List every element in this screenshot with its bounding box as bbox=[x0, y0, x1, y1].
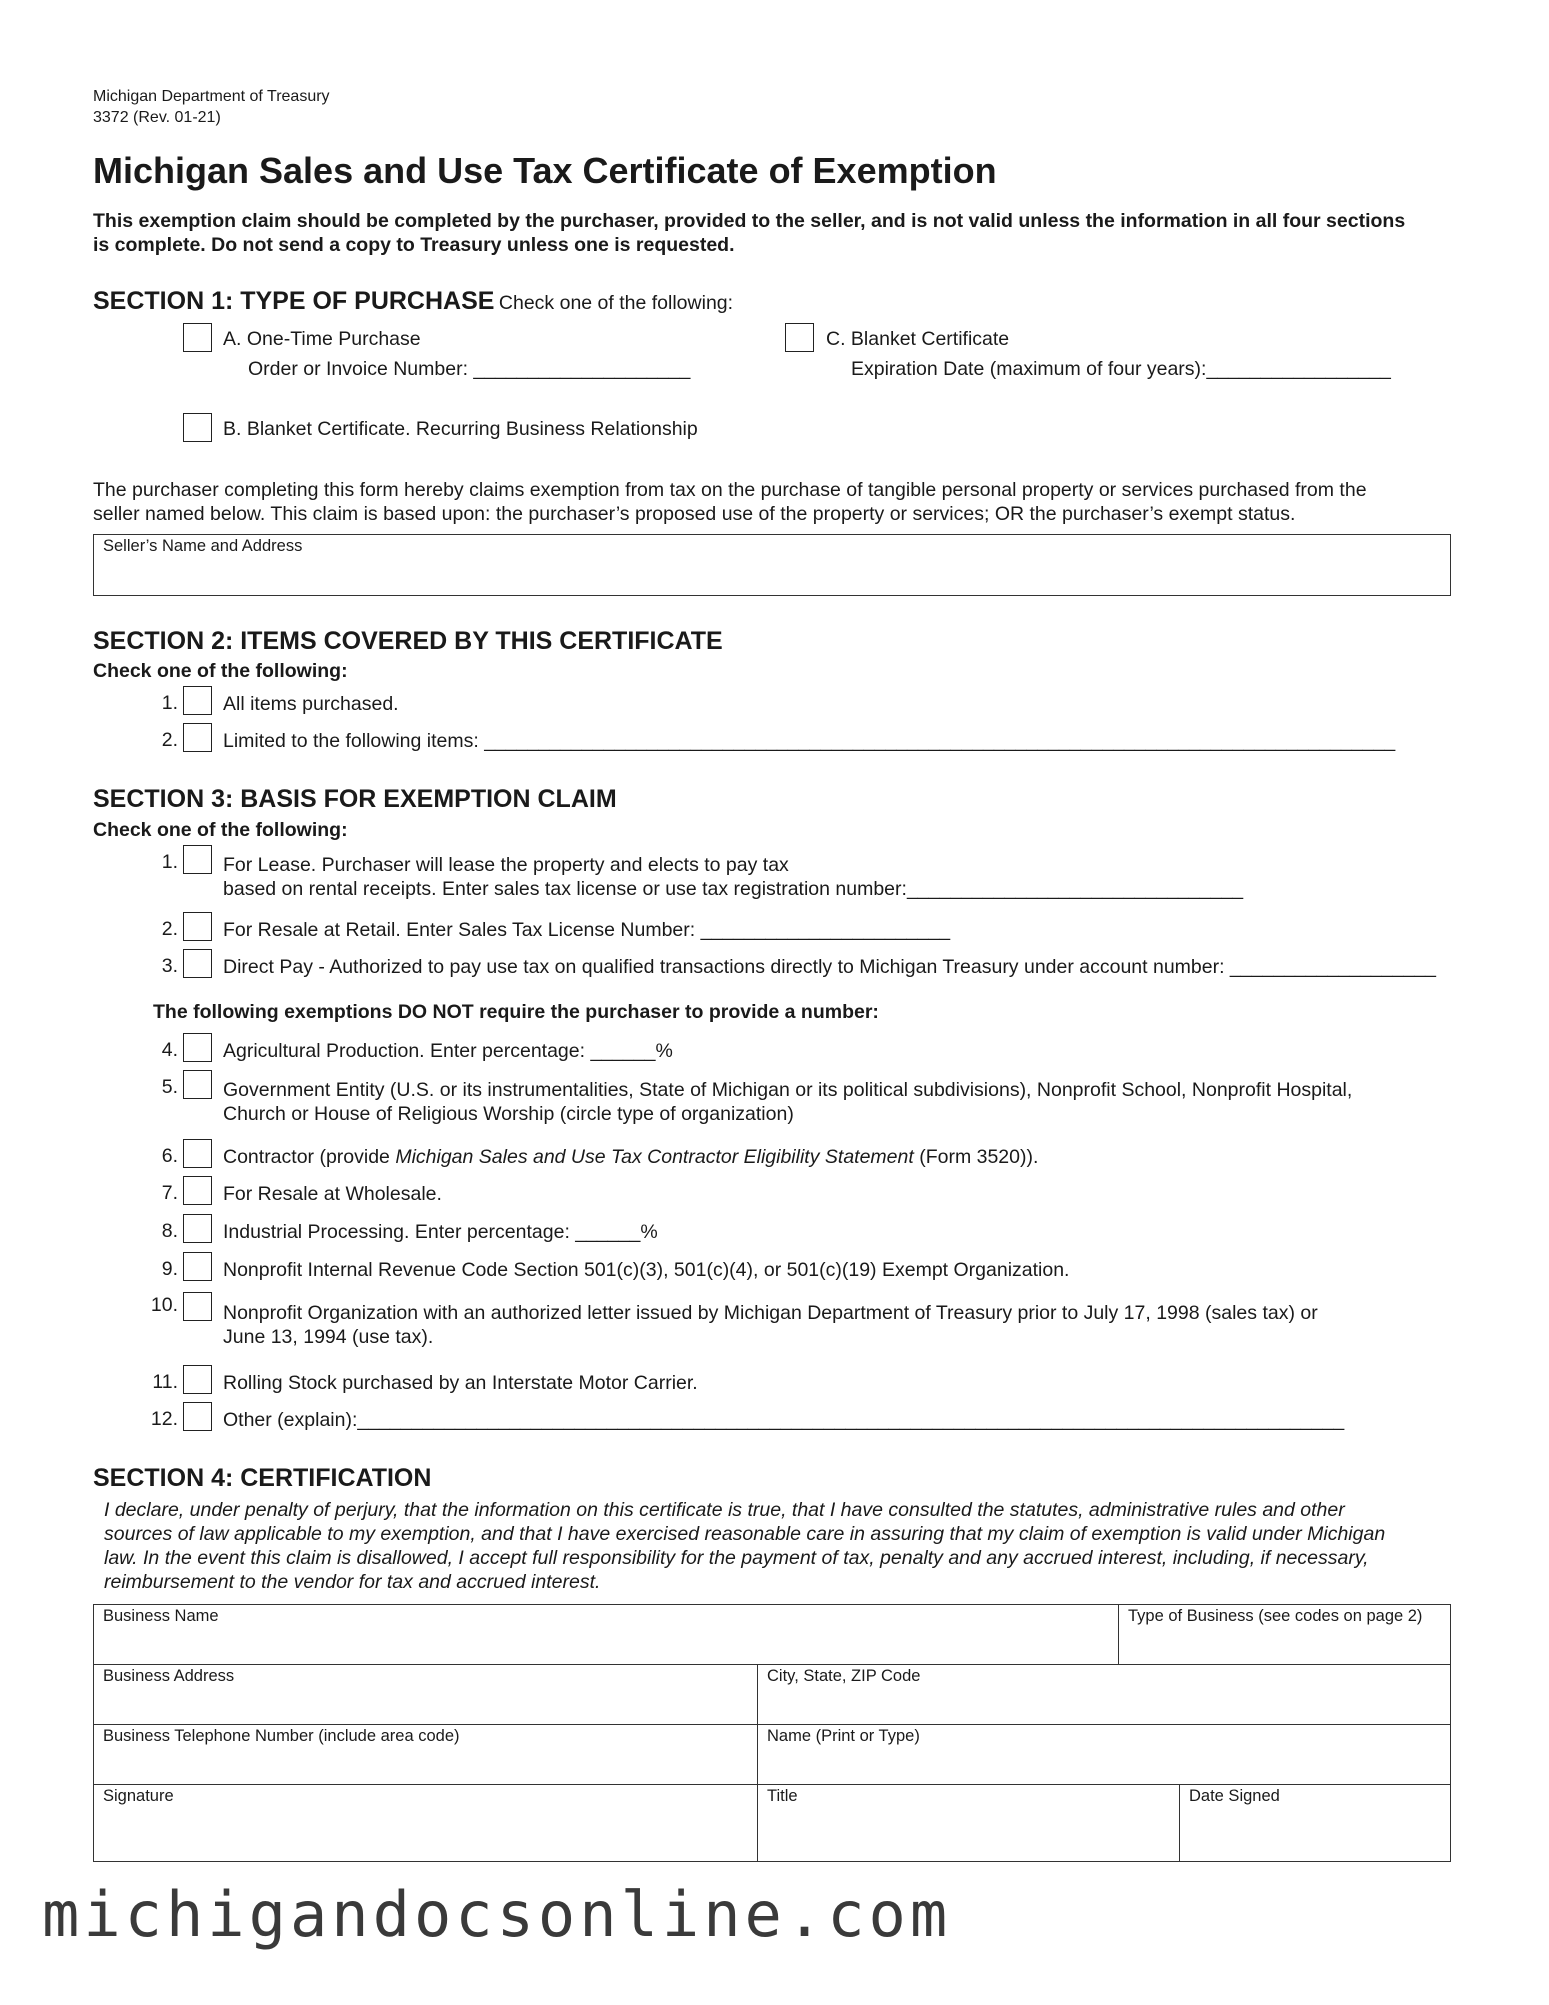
section4-heading: SECTION 4: CERTIFICATION bbox=[93, 1464, 432, 1492]
business-phone-label: Business Telephone Number (include area code) bbox=[103, 1727, 460, 1745]
contractor-form-title: Michigan Sales and Use Tax Contractor Eligibility Statement bbox=[395, 1146, 914, 1168]
option-a-label: A. One-Time Purchase bbox=[223, 328, 421, 350]
industrial-percentage-field[interactable]: Industrial Processing. Enter percentage: ______% bbox=[223, 1221, 658, 1243]
checkbox-nonprofit-letter[interactable] bbox=[183, 1292, 212, 1321]
checkbox-resale-wholesale[interactable] bbox=[183, 1176, 212, 1205]
checkbox-blanket-certificate-c[interactable] bbox=[785, 323, 814, 352]
intro-line-1: This exemption claim should be completed by the purchaser, provided to the seller, and is not valid unless the information in all four sections bbox=[93, 210, 1406, 232]
s3-item-text: June 13, 1994 (use tax). bbox=[223, 1326, 434, 1348]
type-of-business-field[interactable] bbox=[1119, 1605, 1450, 1663]
option-b-label: B. Blanket Certificate. Recurring Business Relationship bbox=[223, 418, 698, 440]
s3-item-number: 6. bbox=[161, 1145, 178, 1167]
business-phone-field[interactable] bbox=[94, 1725, 756, 1783]
section3-heading: SECTION 3: BASIS FOR EXEMPTION CLAIM bbox=[93, 785, 617, 813]
claim-text-line-1: The purchaser completing this form hereby claims exemption from tax on the purchase of tangible personal property or services purchased from the bbox=[93, 479, 1367, 501]
s3-item-text: Nonprofit Internal Revenue Code Section 501(c)(3), 501(c)(4), or 501(c)(19) Exempt Organization. bbox=[223, 1259, 1070, 1281]
s3-item-text: For Lease. Purchaser will lease the property and elects to pay tax bbox=[223, 854, 789, 876]
form-number: 3372 (Rev. 01-21) bbox=[93, 109, 221, 126]
s3-item-number: 12. bbox=[150, 1408, 178, 1430]
name-print-label: Name (Print or Type) bbox=[767, 1727, 920, 1745]
s3-item-number: 4. bbox=[161, 1039, 178, 1061]
s3-item-number: 7. bbox=[161, 1182, 178, 1204]
s3-item-number: 9. bbox=[161, 1258, 178, 1280]
s3-item-number: 2. bbox=[161, 918, 178, 940]
s3-item-number: 1. bbox=[161, 851, 178, 873]
checkbox-limited-items[interactable] bbox=[183, 723, 212, 752]
section2-instruction: Check one of the following: bbox=[93, 660, 348, 682]
checkbox-for-lease[interactable] bbox=[183, 845, 212, 874]
checkbox-one-time-purchase[interactable] bbox=[183, 323, 212, 352]
section1-instruction: Check one of the following: bbox=[498, 292, 734, 314]
section1-header bbox=[93, 287, 733, 316]
declaration-line: law. In the event this claim is disallowed, I accept full responsibility for the payment of tax, penalty and any accrued interest, including, if necessary, bbox=[104, 1547, 1369, 1569]
signature-field[interactable] bbox=[94, 1785, 756, 1861]
contractor-text-pre: Contractor (provide bbox=[223, 1146, 396, 1168]
city-state-zip-label: City, State, ZIP Code bbox=[767, 1667, 921, 1685]
checkbox-agricultural[interactable] bbox=[183, 1033, 212, 1062]
page-title: Michigan Sales and Use Tax Certificate of Exemption bbox=[93, 150, 997, 191]
s3-item-number: 11. bbox=[152, 1371, 178, 1393]
title-field[interactable] bbox=[758, 1785, 1178, 1861]
declaration-line: I declare, under penalty of perjury, that the information on this certificate is true, that I have consulted the statutes, administrative rules and other bbox=[104, 1499, 1345, 1521]
s3-item-text: Nonprofit Organization with an authorized letter issued by Michigan Department of Treasury prior to July 17, 1998 (sales tax) or bbox=[223, 1302, 1318, 1324]
seller-name-address-field[interactable] bbox=[93, 534, 1451, 596]
intro-line-2: is complete. Do not send a copy to Treasury unless one is requested. bbox=[93, 234, 735, 256]
checkbox-all-items[interactable] bbox=[183, 686, 212, 715]
checkbox-contractor[interactable] bbox=[183, 1139, 212, 1168]
section2-heading: SECTION 2: ITEMS COVERED BY THIS CERTIFICATE bbox=[93, 627, 723, 655]
s3-item-text: Church or House of Religious Worship (circle type of organization) bbox=[223, 1103, 794, 1125]
checkbox-rolling-stock[interactable] bbox=[183, 1365, 212, 1394]
checkbox-direct-pay[interactable] bbox=[183, 949, 212, 978]
checkbox-blanket-certificate-b[interactable] bbox=[183, 413, 212, 442]
option-c-label: C. Blanket Certificate bbox=[826, 328, 1010, 350]
s3-item-number: 10. bbox=[150, 1294, 178, 1316]
order-invoice-number-field[interactable]: Order or Invoice Number: ____________________ bbox=[248, 358, 691, 380]
checkbox-industrial-processing[interactable] bbox=[183, 1214, 212, 1243]
section1-heading: SECTION 1: TYPE OF PURCHASE bbox=[93, 287, 495, 315]
business-address-field[interactable] bbox=[94, 1665, 756, 1723]
business-name-field[interactable] bbox=[94, 1605, 1117, 1663]
s2-item-number: 1. bbox=[161, 692, 178, 714]
checkbox-nonprofit-501c[interactable] bbox=[183, 1252, 212, 1281]
s3-item-number: 3. bbox=[161, 955, 178, 977]
contractor-text bbox=[223, 1145, 1038, 1169]
section3-instruction: Check one of the following: bbox=[93, 819, 348, 841]
seller-field-label: Seller’s Name and Address bbox=[103, 537, 303, 555]
agricultural-percentage-field[interactable]: Agricultural Production. Enter percentage: ______% bbox=[223, 1040, 673, 1062]
agency-name: Michigan Department of Treasury bbox=[93, 88, 330, 105]
s3-item-number: 5. bbox=[161, 1076, 178, 1098]
checkbox-resale-retail[interactable] bbox=[183, 912, 212, 941]
s3-item-number: 8. bbox=[161, 1220, 178, 1242]
lease-registration-number-field[interactable]: based on rental receipts. Enter sales tax license or use tax registration number:_______________________________ bbox=[223, 878, 1244, 900]
signature-label: Signature bbox=[103, 1787, 174, 1805]
type-of-business-label: Type of Business (see codes on page 2) bbox=[1128, 1607, 1423, 1625]
s3-item-text: For Resale at Wholesale. bbox=[223, 1183, 442, 1205]
date-signed-field[interactable] bbox=[1180, 1785, 1450, 1861]
declaration-line: reimbursement to the vendor for tax and accrued interest. bbox=[104, 1571, 601, 1593]
other-explain-field[interactable]: Other (explain):___________________________________________________________________________________________ bbox=[223, 1409, 1345, 1431]
no-number-note: The following exemptions DO NOT require the purchaser to provide a number: bbox=[153, 1001, 879, 1023]
name-print-field[interactable] bbox=[758, 1725, 1450, 1783]
checkbox-government-entity[interactable] bbox=[183, 1070, 212, 1099]
checkbox-other[interactable] bbox=[183, 1402, 212, 1431]
expiration-date-field[interactable]: Expiration Date (maximum of four years):_________________ bbox=[851, 358, 1391, 380]
s2-item-number: 2. bbox=[161, 729, 178, 751]
claim-text-line-2: seller named below. This claim is based upon: the purchaser’s proposed use of the property or services; OR the purchaser’s exempt status. bbox=[93, 503, 1296, 525]
sales-tax-license-field[interactable]: For Resale at Retail. Enter Sales Tax License Number: _______________________ bbox=[223, 919, 951, 941]
s2-item-text: All items purchased. bbox=[223, 693, 399, 715]
business-name-label: Business Name bbox=[103, 1607, 219, 1625]
s3-item-text: Rolling Stock purchased by an Interstate Motor Carrier. bbox=[223, 1372, 698, 1394]
city-state-zip-field[interactable] bbox=[758, 1665, 1450, 1723]
direct-pay-account-field[interactable]: Direct Pay - Authorized to pay use tax on qualified transactions directly to Michigan Treasury under account number: ___________________ bbox=[223, 956, 1436, 978]
contractor-text-post: (Form 3520)). bbox=[913, 1146, 1039, 1168]
site-watermark: michigandocsonline.com bbox=[42, 1878, 952, 1951]
s3-item-text: Government Entity (U.S. or its instrumentalities, State of Michigan or its political subdivisions), Nonprofit School, Nonprofit Hospital, bbox=[223, 1079, 1353, 1101]
title-label: Title bbox=[767, 1787, 798, 1805]
declaration-line: sources of law applicable to my exemption, and that I have exercised reasonable care in assuring that my claim of exemption is valid under Michigan bbox=[104, 1523, 1386, 1545]
date-signed-label: Date Signed bbox=[1189, 1787, 1280, 1805]
business-address-label: Business Address bbox=[103, 1667, 235, 1685]
limited-items-field[interactable]: Limited to the following items: ____________________________________________________________________________________ bbox=[223, 730, 1396, 752]
